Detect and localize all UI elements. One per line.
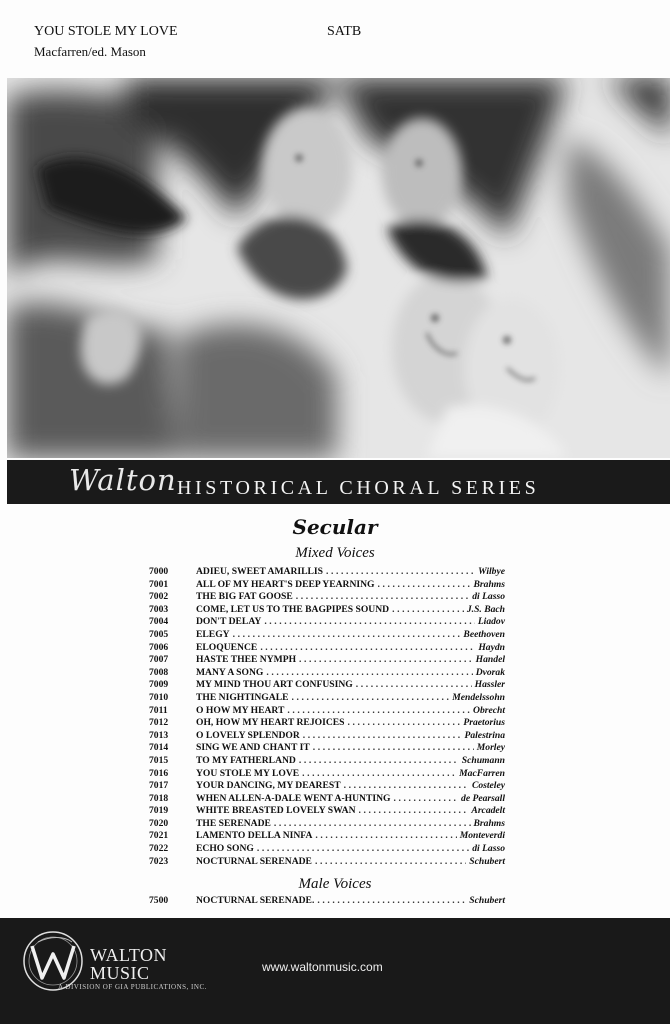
voicing-label: SATB xyxy=(327,24,362,39)
dot-leader xyxy=(233,629,461,640)
entry-title: O LOVELY SPLENDOR xyxy=(196,729,300,741)
entry-title: SING WE AND CHANT IT xyxy=(196,742,310,754)
footer-logo-music: MUSIC xyxy=(90,963,150,983)
entry-title: NOCTURNAL SERENADE xyxy=(196,855,312,867)
catalog-entry xyxy=(149,667,505,680)
footer-logo-walton: WALTON xyxy=(90,945,168,965)
catalog-entry xyxy=(149,591,505,604)
dot-leader xyxy=(356,679,472,690)
entry-composer: Schubert xyxy=(469,895,505,906)
dot-leader xyxy=(315,830,456,841)
catalog-entry xyxy=(149,793,505,806)
cover-photo xyxy=(7,78,670,458)
catalog-number: 7023 xyxy=(149,855,169,867)
catalog-number: 7015 xyxy=(149,754,169,766)
dot-leader xyxy=(326,566,475,577)
catalog-entry xyxy=(149,856,505,869)
catalog-number: 7000 xyxy=(149,566,169,577)
entry-composer: Monteverdi xyxy=(459,830,505,842)
entry-title: MANY A SONG xyxy=(196,666,264,678)
entry-title: TO MY FATHERLAND xyxy=(196,754,296,766)
catalog-number: 7003 xyxy=(149,603,169,615)
entry-composer: Brahms xyxy=(473,578,505,590)
catalog-number: 7004 xyxy=(149,616,169,628)
entry-composer: Schumann xyxy=(461,754,505,766)
catalog-entry xyxy=(149,818,505,831)
series-title: HISTORICAL CHORAL SERIES xyxy=(177,477,540,499)
catalog-number: 7010 xyxy=(149,691,169,703)
entry-composer: Mendelssohn xyxy=(452,691,505,703)
dot-leader xyxy=(257,843,469,854)
dot-leader xyxy=(264,616,475,627)
entry-title: WHITE BREASTED LOVELY SWAN xyxy=(196,805,356,817)
mixed-voices-heading: Mixed Voices xyxy=(295,545,375,561)
entry-composer: Liadov xyxy=(477,616,505,628)
entry-composer: Beethoven xyxy=(463,628,505,640)
catalog-number: 7018 xyxy=(149,792,169,804)
dot-leader xyxy=(313,742,474,753)
entry-composer: Haydn xyxy=(478,641,505,653)
entry-composer: Costeley xyxy=(471,780,505,792)
entry-title: COME, LET US TO THE BAGPIPES SOUND xyxy=(196,603,390,615)
entry-composer: Brahms xyxy=(473,817,505,829)
dot-leader xyxy=(296,591,469,602)
entry-title: OH, HOW MY HEART REJOICES xyxy=(196,717,345,729)
male-voices-heading: Male Voices xyxy=(298,876,372,892)
catalog-number: 7016 xyxy=(149,767,169,779)
catalog-entry xyxy=(149,629,505,642)
catalog-number: 7011 xyxy=(149,704,168,716)
entry-title: NOCTURNAL SERENADE. xyxy=(196,895,315,906)
catalog-entry xyxy=(149,616,505,629)
catalog-number: 7007 xyxy=(149,654,169,666)
dot-leader xyxy=(274,818,471,829)
entry-title: YOUR DANCING, MY DEAREST xyxy=(196,780,341,792)
dot-leader xyxy=(299,654,473,665)
catalog-number: 7017 xyxy=(149,780,169,792)
catalog-entry xyxy=(149,679,505,692)
entry-composer: de Pearsall xyxy=(461,792,505,804)
section-heading-secular: Secular xyxy=(292,515,378,539)
dot-leader xyxy=(260,642,475,653)
catalog-number: 7013 xyxy=(149,729,169,741)
entry-composer: Wilbye xyxy=(478,566,505,577)
publisher-footer xyxy=(0,918,670,1024)
entry-composer: Praetorius xyxy=(463,717,505,729)
catalog-number: 7019 xyxy=(149,805,169,817)
entry-composer: Obrecht xyxy=(473,704,505,716)
dot-leader xyxy=(347,717,460,728)
dot-leader xyxy=(392,604,464,615)
entry-title: ADIEU, SWEET AMARILLIS xyxy=(196,566,323,577)
entry-title: THE BIG FAT GOOSE xyxy=(196,591,293,603)
entry-title: DON'T DELAY xyxy=(196,616,262,628)
entry-title: LAMENTO DELLA NINFA xyxy=(196,830,313,842)
dot-leader xyxy=(378,579,471,590)
catalog-entry xyxy=(149,755,505,768)
entry-title: ELEGY xyxy=(196,628,230,640)
dot-leader xyxy=(292,692,450,703)
entry-composer: Dvorak xyxy=(475,666,505,678)
series-banner xyxy=(7,460,670,504)
catalog-entry xyxy=(149,604,505,617)
entry-title: ELOQUENCE xyxy=(196,641,258,653)
catalog-entry xyxy=(149,780,505,793)
entry-title: HASTE THEE NYMPH xyxy=(196,654,297,666)
catalog-number: 7021 xyxy=(149,830,169,842)
entry-title: WHEN ALLEN-A-DALE WENT A-HUNTING xyxy=(196,792,391,804)
website-link[interactable]: www.waltonmusic.com xyxy=(262,960,383,974)
catalog-entry xyxy=(149,730,505,743)
division-text: A DIVISION OF GIA PUBLICATIONS, INC. xyxy=(58,983,207,991)
entry-title: THE NIGHTINGALE xyxy=(196,691,289,703)
dot-leader xyxy=(266,667,472,678)
dot-leader xyxy=(393,793,458,804)
catalog-entry xyxy=(149,768,505,781)
catalog-number: 7006 xyxy=(149,641,169,653)
entry-composer: Morley xyxy=(476,742,505,754)
dot-leader xyxy=(303,730,462,741)
dot-leader xyxy=(302,768,456,779)
catalog-entry xyxy=(149,830,505,843)
dot-leader xyxy=(287,705,470,716)
entry-title: ALL OF MY HEART'S DEEP YEARNING xyxy=(196,578,375,590)
dot-leader xyxy=(344,780,469,791)
walton-script-logo: Walton xyxy=(69,463,177,497)
entry-title: YOU STOLE MY LOVE xyxy=(196,767,300,779)
catalog-entry xyxy=(149,579,505,592)
entry-composer: di Lasso xyxy=(472,591,505,603)
catalog-entry xyxy=(149,843,505,856)
entry-title: ECHO SONG xyxy=(196,843,254,855)
dot-leader xyxy=(317,895,466,906)
catalog-number: 7020 xyxy=(149,817,169,829)
dot-leader xyxy=(359,805,469,816)
catalog-number: 7009 xyxy=(149,679,169,691)
catalog-entry xyxy=(149,705,505,718)
dot-leader xyxy=(299,755,459,766)
male-voices-list xyxy=(149,895,505,908)
catalog-number: 7500 xyxy=(149,895,169,906)
entry-title: O HOW MY HEART xyxy=(196,704,285,716)
mixed-voices-list xyxy=(149,566,505,868)
piece-title: YOU STOLE MY LOVE xyxy=(34,24,178,39)
catalog-entry xyxy=(149,895,505,908)
entry-composer: Arcadelt xyxy=(471,805,505,817)
catalog-entry xyxy=(149,642,505,655)
catalog-number: 7008 xyxy=(149,666,169,678)
entry-composer: Hassler xyxy=(474,679,505,691)
catalog-entry xyxy=(149,692,505,705)
entry-title: THE SERENADE xyxy=(196,817,271,829)
catalog-number: 7001 xyxy=(149,578,169,590)
composer-credit: Macfarren/ed. Mason xyxy=(34,44,146,59)
catalog-entry xyxy=(149,717,505,730)
catalog-number: 7022 xyxy=(149,843,169,855)
catalog-entry xyxy=(149,805,505,818)
catalog-entry xyxy=(149,566,505,579)
entry-title: MY MIND THOU ART CONFUSING xyxy=(196,679,353,691)
entry-composer: Handel xyxy=(475,654,505,666)
catalog-entry xyxy=(149,654,505,667)
dot-leader xyxy=(315,856,466,867)
catalog-number: 7002 xyxy=(149,591,169,603)
catalog-entry xyxy=(149,742,505,755)
entry-composer: Schubert xyxy=(469,855,505,867)
entry-composer: di Lasso xyxy=(472,843,505,855)
catalog-number: 7014 xyxy=(149,742,169,754)
entry-composer: Palestrina xyxy=(464,729,505,741)
entry-composer: J.S. Bach xyxy=(466,603,505,615)
catalog-number: 7012 xyxy=(149,717,169,729)
catalog-number: 7005 xyxy=(149,628,169,640)
entry-composer: MacFarren xyxy=(459,767,505,779)
